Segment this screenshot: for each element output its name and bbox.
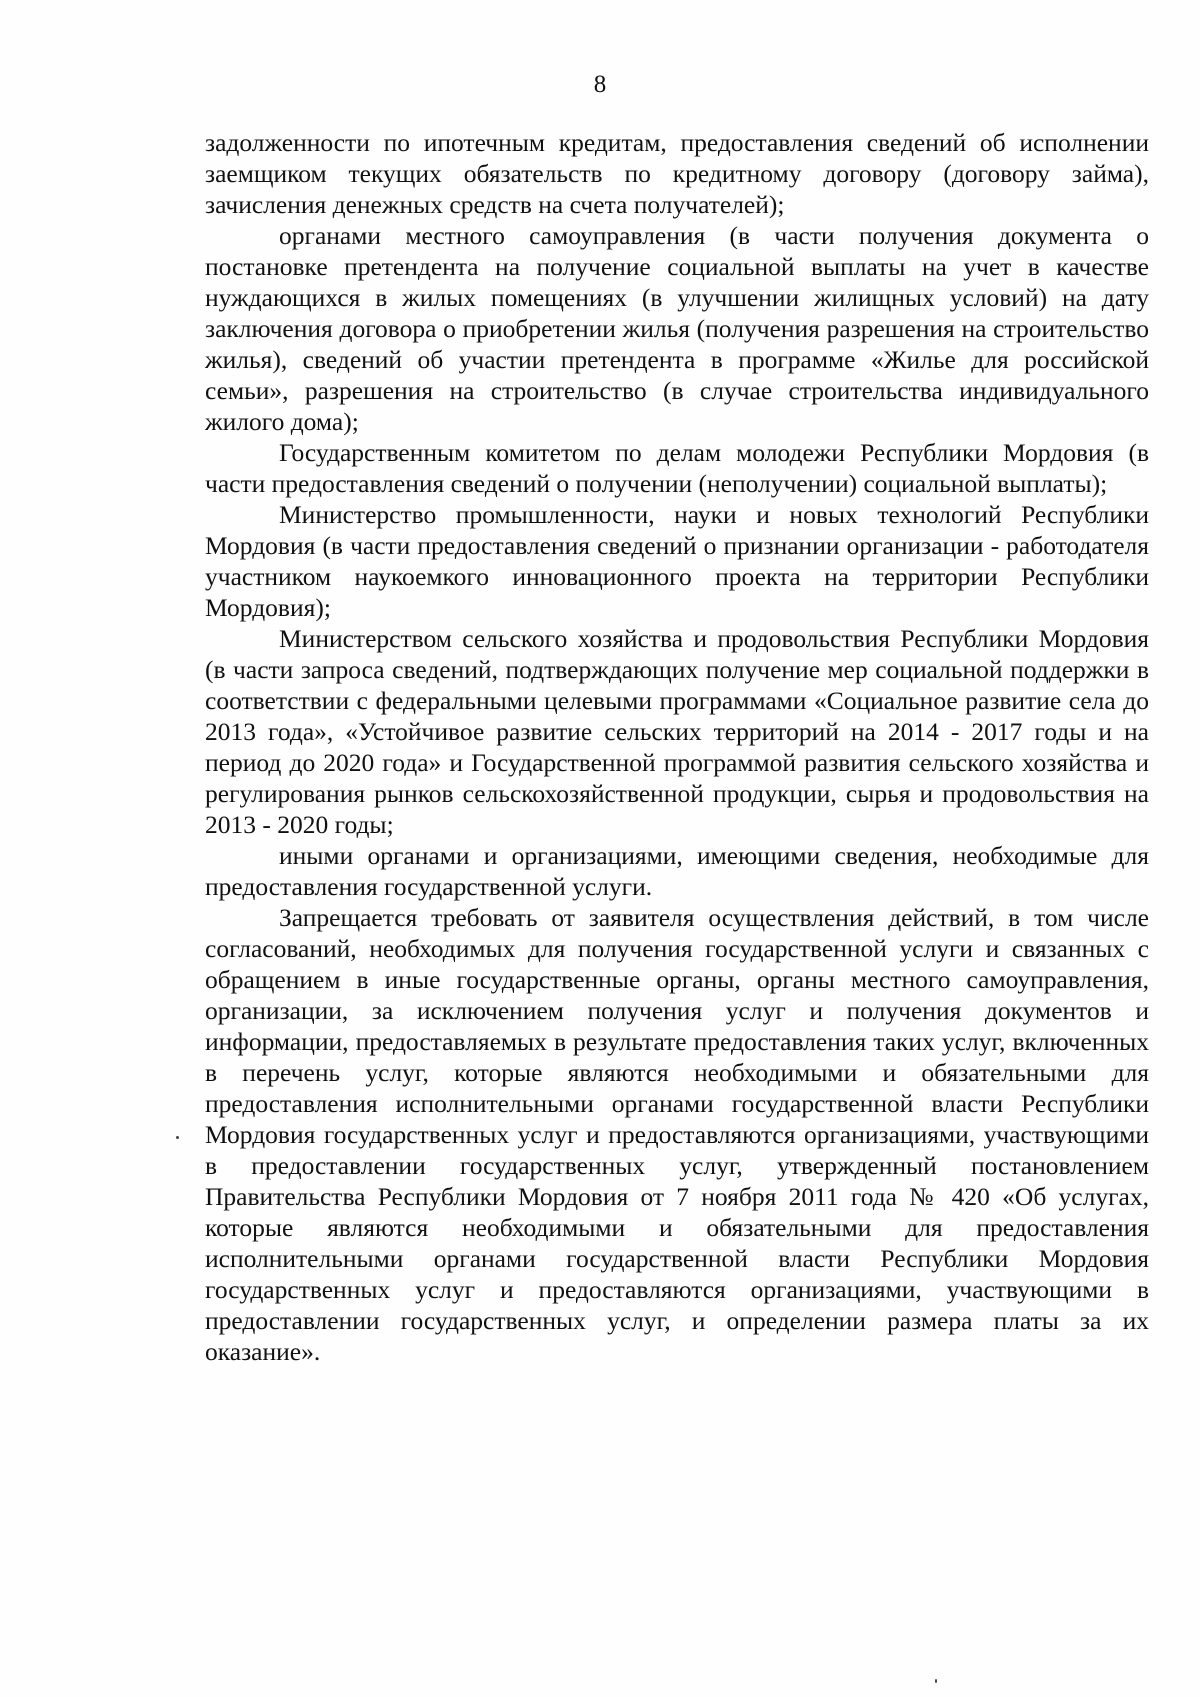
page-number: 8 — [593, 71, 607, 98]
paragraph-continuation: задолженности по ипотечным кредитам, предоставления сведений об исполнении заемщиком текущих обязательств по кредитному договору (договору займа), зачисления денежных средств на счета получателей); — [205, 128, 1149, 219]
paragraph-local-government: органами местного самоуправления (в части получения документа о постановке претендента на получение социальной выплаты на учет в качестве нуждающихся в жилых помещениях (в улучшении жилищных условий) на дату заключения договора о приобретении жилья (получения разрешения на строительство жилья), сведений об участии претендента в программе «Жилье для российской семьи», разрешения на строительство (в случае строительства индивидуального жилого дома); — [205, 221, 1149, 436]
paragraph-other-organizations: иными органами и организациями, имеющими сведения, необходимые для предоставления государственной услуги. — [205, 841, 1149, 901]
scan-speck — [176, 1136, 179, 1139]
document-body — [205, 127, 1149, 1367]
paragraph-prohibition: Запрещается требовать от заявителя осуществления действий, в том числе согласований, необходимых для получения государственной услуги и связанных с обращением в иные государственные органы, органы местного самоуправления, организации, за исключением получения услуг и получения документов и информации, предоставляемых в результате предоставления таких услуг, включенных в перечень услуг, которые являются необходимыми и обязательными для предоставления исполнительными органами государственной власти Республики Мордовия государственных услуг и предоставляются организациями, участвующими в предоставлении государственных услуг, утвержденный постановлением Правительства Республики Мордовия от 7 ноября 2011 года № 420 «Об услугах, которые являются необходимыми и обязательными для предоставления исполнительными органами государственной власти Республики Мордовия государственных услуг и предоставляются организациями, участвующими в предоставлении государственных услуг, и определении размера платы за их оказание». — [205, 903, 1149, 1366]
paragraph-agriculture-ministry: Министерством сельского хозяйства и продовольствия Республики Мордовия (в части запроса сведений, подтверждающих получение мер социальной поддержки в соответствии с федеральными целевыми программами «Социальное развитие села до 2013 года», «Устойчивое развитие сельских территорий на 2014 - 2017 годы и на период до 2020 года» и Государственной программой развития сельского хозяйства и регулирования рынков сельскохозяйственной продукции, сырья и продовольствия на 2013 - 2020 годы; — [205, 624, 1149, 839]
paragraph-industry-ministry: Министерство промышленности, науки и новых технологий Республики Мордовия (в части предоставления сведений о признании организации - работодателя участником наукоемкого инновационного проекта на территории Республики Мордовия); — [205, 500, 1149, 622]
scan-speck — [935, 1679, 937, 1683]
paragraph-youth-committee: Государственным комитетом по делам молодежи Республики Мордовия (в части предоставления сведений о получении (неполучении) социальной выплаты); — [205, 438, 1149, 498]
